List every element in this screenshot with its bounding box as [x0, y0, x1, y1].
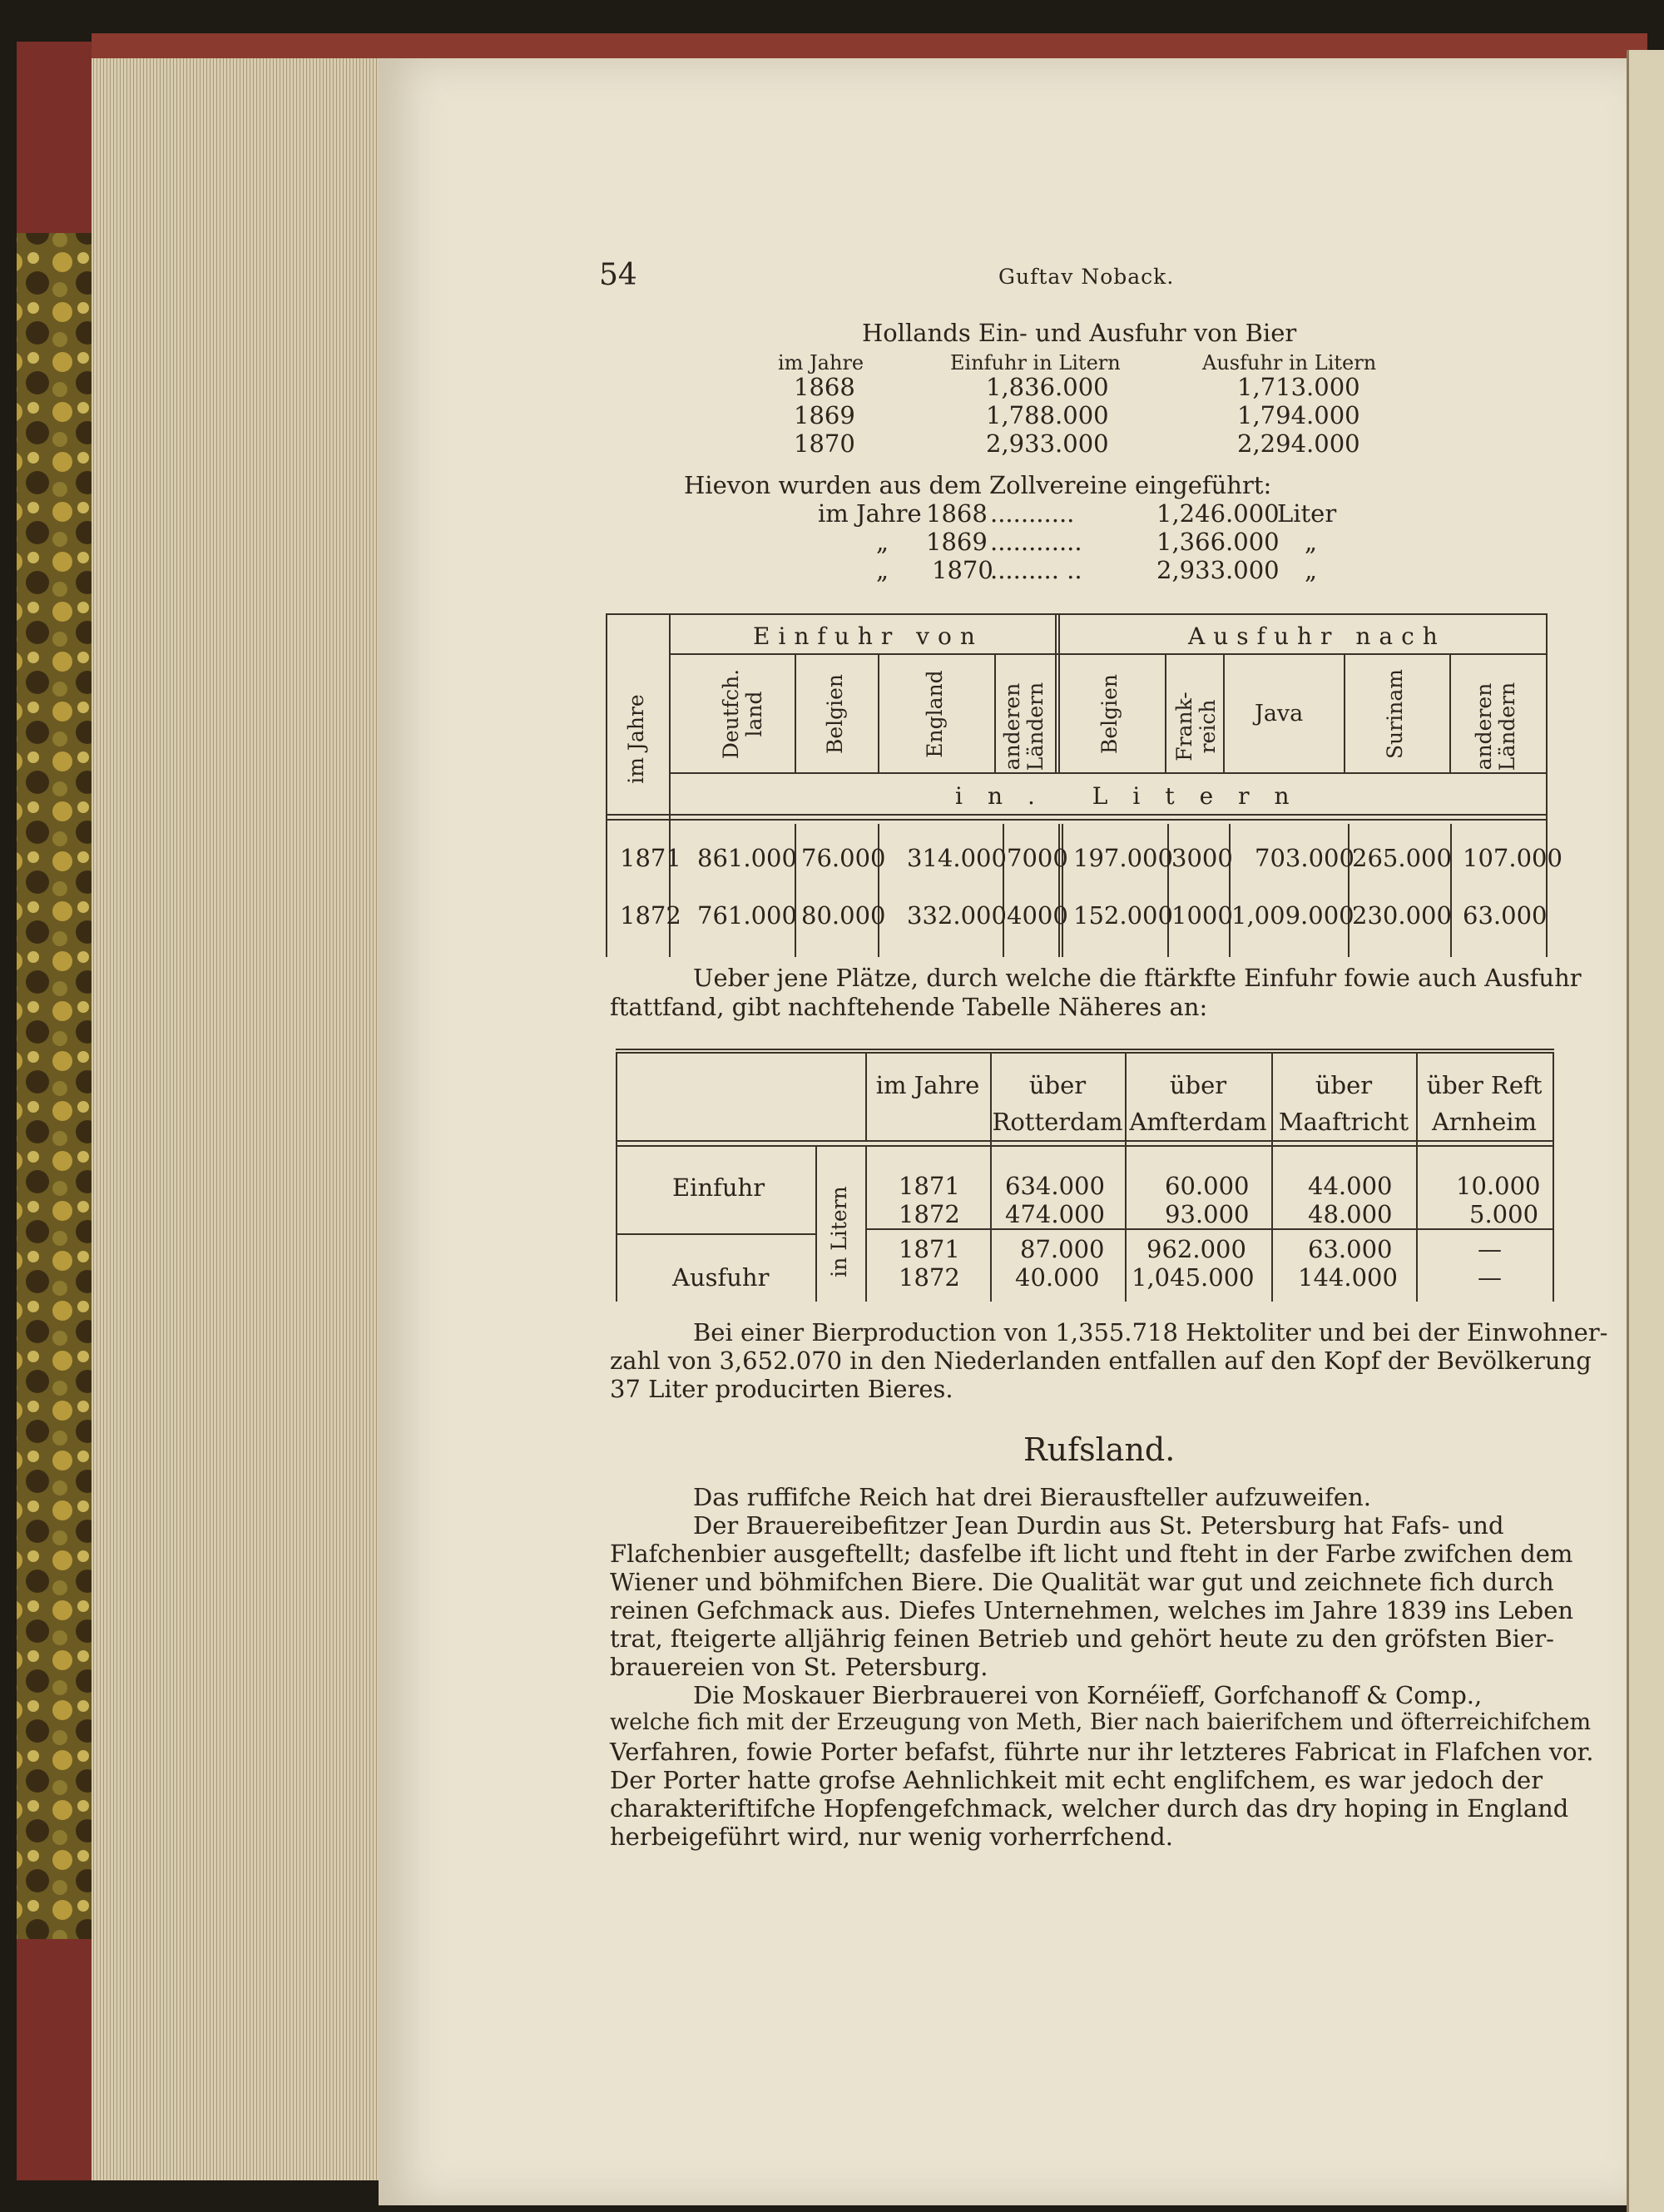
- table1-col-export: Ausfuhr in Litern: [1202, 351, 1377, 374]
- table2-cell: 76.000: [801, 844, 886, 872]
- zoll-unit: „: [1305, 528, 1318, 556]
- table2-cell: 230.000: [1352, 901, 1452, 930]
- para3-line: herbeigeführt wird, nur wenig vorherrfchend.: [610, 1823, 1173, 1851]
- zoll-prefix: „: [876, 556, 889, 584]
- table3-cell: —: [1478, 1235, 1502, 1263]
- para3-line: Wiener und böhmifchen Biere. Die Qualität war gut und zeichnete fich durch: [610, 1568, 1554, 1596]
- table2-cell: 7000: [1007, 844, 1068, 872]
- table3-cell: 962.000: [1146, 1235, 1246, 1263]
- table3-cell: 634.000: [1005, 1172, 1105, 1200]
- table2-col-belgien-export: Belgien: [1097, 673, 1122, 755]
- zollverein-intro: Hievon wurden aus dem Zollvereine eingeführt:: [684, 471, 1272, 499]
- table3-year: 1871: [899, 1172, 960, 1200]
- table3-unit: in Litern: [827, 1186, 851, 1277]
- table1-year: 1870: [794, 429, 855, 458]
- table2-col-surinam: Surinam: [1383, 669, 1407, 759]
- table3-cell: 63.000: [1308, 1235, 1393, 1263]
- table2-cell: 703.000: [1255, 844, 1354, 872]
- table3-cell: 93.000: [1165, 1200, 1250, 1228]
- table1-year: 1869: [794, 401, 855, 429]
- table3-year: 1871: [899, 1235, 960, 1263]
- section-title: Rufsland.: [1023, 1431, 1176, 1468]
- table1-import: 2,933.000: [986, 429, 1109, 458]
- table1-export: 2,294.000: [1237, 429, 1360, 458]
- table2-year: 1872: [620, 901, 681, 930]
- table2-col-belgien-import: Belgien: [823, 673, 847, 755]
- table3-header-rotterdam: über Rotterdam: [992, 1071, 1123, 1136]
- zoll-dots: ......... ..: [990, 556, 1082, 584]
- table2-year: 1871: [620, 844, 681, 872]
- next-page-edge: [1627, 50, 1664, 2212]
- table2-cell: 63.000: [1463, 901, 1548, 930]
- para3-line: Der Brauereibefitzer Jean Durdin aus St. Petersburg hat Fafs- und: [693, 1511, 1504, 1540]
- zoll-year: 1868: [926, 499, 988, 528]
- table3-header-amsterdam: über Amfterdam: [1129, 1071, 1267, 1136]
- table2-col-england: England: [923, 670, 947, 758]
- table1-import: 1,788.000: [986, 401, 1109, 429]
- table1-col-year: im Jahre: [778, 351, 864, 374]
- table3-cell: 1,045.000: [1132, 1263, 1255, 1292]
- table2-cell: 152.000: [1073, 901, 1173, 930]
- para3-line: charakteriftifche Hopfengefchmack, welcher durch das dry hoping in England: [610, 1794, 1569, 1823]
- zoll-prefix: im Jahre: [818, 499, 922, 528]
- table2-cell: 107.000: [1463, 844, 1562, 872]
- para1-line: Ueber jene Plätze, durch welche die ftärkfte Einfuhr fowie auch Ausfuhr: [693, 964, 1582, 992]
- page-number: 54: [599, 258, 637, 292]
- table3-group-ausfuhr: Ausfuhr: [672, 1263, 770, 1292]
- table2-year-header: im Jahre: [624, 694, 648, 784]
- para2-line: 37 Liter producirten Bieres.: [610, 1375, 953, 1403]
- table3-cell: 5.000: [1469, 1200, 1539, 1228]
- table1-export: 1,794.000: [1237, 401, 1360, 429]
- table3-year: 1872: [899, 1263, 960, 1292]
- table1-year: 1868: [794, 373, 855, 401]
- table3-cell: —: [1478, 1263, 1502, 1292]
- table2-cell: 332.000: [907, 901, 1007, 930]
- table2-cell: 861.000: [697, 844, 797, 872]
- para3-line: Der Porter hatte grofse Aehnlichkeit mit echt englifchem, es war jedoch der: [610, 1766, 1543, 1794]
- para2-line: zahl von 3,652.070 in den Niederlanden entfallen auf den Kopf der Bevölkerung: [610, 1347, 1592, 1375]
- zoll-prefix: „: [876, 528, 889, 556]
- table3-cell: 474.000: [1005, 1200, 1105, 1228]
- para3-line: trat, fteigerte alljährig feinen Betrieb und gehört heute zu den gröfsten Bier-: [610, 1624, 1554, 1653]
- table2-col-deutschland: Deutfch. land: [719, 668, 766, 760]
- table2-cell: 197.000: [1073, 844, 1173, 872]
- table2-cell: 761.000: [697, 901, 797, 930]
- table2-col-andere-import: anderen Ländern: [1000, 682, 1047, 771]
- para3-line: welche fich mit der Erzeugung von Meth, Bier nach baierifchem und öfterreichifchem: [610, 1709, 1592, 1735]
- table3-cell: 144.000: [1298, 1263, 1398, 1292]
- para3-line: Die Moskauer Bierbrauerei von Kornéïeff, Gorfchanoff & Comp.,: [693, 1681, 1483, 1709]
- table2-col-java: Java: [1255, 701, 1304, 727]
- zoll-unit: „: [1305, 556, 1318, 584]
- table2-cell: 80.000: [801, 901, 886, 930]
- table3-cell: 44.000: [1308, 1172, 1393, 1200]
- table2-unit-row: in. Litern: [955, 782, 1315, 810]
- zoll-dots: ...........: [990, 499, 1075, 528]
- table2-col-andere-export: anderen Ländern: [1472, 682, 1519, 771]
- table2-cell: 1,009.000: [1231, 901, 1354, 930]
- zoll-value: 1,246.000: [1156, 499, 1280, 528]
- table2-cell: 3000: [1171, 844, 1233, 872]
- table2-cell: 1000: [1171, 901, 1233, 930]
- para2-line: Bei einer Bierproduction von 1,355.718 Hektoliter und bei der Einwohner-: [693, 1318, 1608, 1347]
- table3-year: 1872: [899, 1200, 960, 1228]
- para3-line: reinen Gefchmack aus. Diefes Unternehmen, welches im Jahre 1839 ins Leben: [610, 1596, 1574, 1624]
- para3-line: Verfahren, fowie Porter befafst, führte nur ihr letzteres Fabricat in Flafchen vor.: [610, 1738, 1594, 1766]
- table2-cell: 314.000: [907, 844, 1007, 872]
- table3-cell: 40.000: [1015, 1263, 1100, 1292]
- table3-cell: 60.000: [1165, 1172, 1250, 1200]
- table1-export: 1,713.000: [1237, 373, 1360, 401]
- table2-col-frankreich: Frank- reich: [1172, 692, 1220, 761]
- table3-cell: 10.000: [1456, 1172, 1541, 1200]
- para3-line: Flafchenbier ausgeftellt; dasfelbe ift licht und fteht in der Farbe zwifchen dem: [610, 1540, 1573, 1568]
- table3-group-einfuhr: Einfuhr: [672, 1173, 765, 1202]
- zoll-value: 1,366.000: [1156, 528, 1280, 556]
- zoll-year: 1870: [932, 556, 993, 584]
- table2-cell: 4000: [1007, 901, 1068, 930]
- table3-header-year: im Jahre: [875, 1071, 980, 1099]
- running-title: Guftav Noback.: [998, 265, 1175, 289]
- para3-line: brauereien von St. Petersburg.: [610, 1653, 988, 1681]
- table3-cell: 48.000: [1308, 1200, 1393, 1228]
- table3-header-maastricht: über Maaftricht: [1278, 1071, 1409, 1136]
- table1-col-import: Einfuhr in Litern: [950, 351, 1121, 374]
- para1-line: ftattfand, gibt nachftehende Tabelle Näheres an:: [610, 993, 1208, 1021]
- table2-einfuhr-header: Einfuhr von: [753, 622, 983, 650]
- table1-title: Hollands Ein- und Ausfuhr von Bier: [862, 319, 1297, 347]
- para3-line: Das ruffifche Reich hat drei Bierausfteller aufzuweifen.: [693, 1483, 1371, 1511]
- table2-cell: 265.000: [1352, 844, 1452, 872]
- table3-header-arnheim: über Reft Arnheim: [1426, 1071, 1543, 1136]
- zoll-year: 1869: [926, 528, 988, 556]
- zoll-dots: ............: [990, 528, 1082, 556]
- table2-ausfuhr-header: Ausfuhr nach: [1188, 622, 1446, 650]
- table3-cell: 87.000: [1020, 1235, 1105, 1263]
- zoll-value: 2,933.000: [1156, 556, 1280, 584]
- zoll-unit: Liter: [1277, 499, 1337, 528]
- table1-import: 1,836.000: [986, 373, 1109, 401]
